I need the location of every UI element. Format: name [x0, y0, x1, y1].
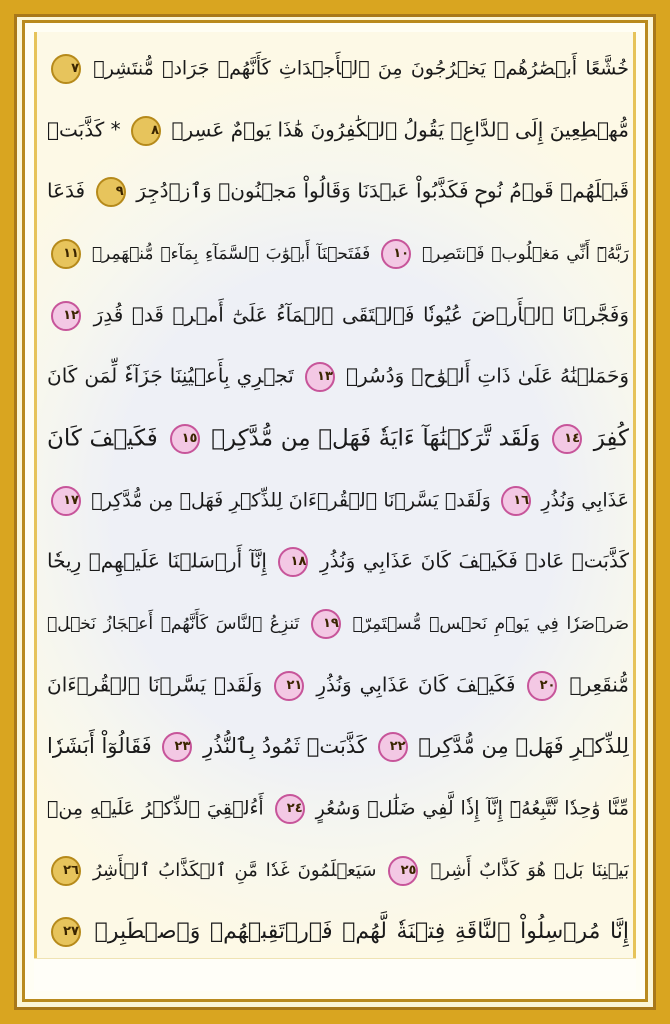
- verse-text: * كَذَّبَتۡ: [47, 117, 121, 142]
- text-line-content: [47, 917, 629, 947]
- verse-number-marker: ١٧: [51, 486, 81, 516]
- verse-number-marker: ١٥: [170, 424, 200, 454]
- verse-text: تَجۡرِي بِأَعۡيُنِنَا جَزَآءٗ لِّمَن كَانَ: [47, 363, 294, 388]
- verse-text: رَبَّهُۥٓ أَنِّي مَغۡلُوبٞ فَٱنتَصِرۡ: [421, 243, 629, 264]
- verse-text: فَكَيۡفَ كَانَ عَذَابِي وَنُذُرِ: [316, 672, 516, 697]
- verse-number-marker: ١١: [51, 239, 81, 269]
- verse-text: وَحَمَلۡنَٰهُ عَلَىٰ ذَاتِ أَلۡوَٰحٖ وَدُسُرٖ: [345, 363, 629, 388]
- text-line-content: [47, 794, 629, 824]
- verse-number-marker: ١٩: [311, 609, 341, 639]
- text-line-content: [47, 424, 629, 454]
- text-line-content: [47, 732, 629, 762]
- text-line-content: [47, 54, 629, 84]
- page-bottom-margin: [34, 958, 636, 991]
- mushaf-page: [34, 32, 636, 990]
- verse-text: فَدَعَا: [47, 178, 86, 203]
- text-line: [47, 285, 629, 347]
- verse-text: مُّنقَعِرٖ: [569, 672, 629, 697]
- verse-text: عَذَابِي وَنُذُرِ: [541, 489, 629, 512]
- verse-text: فَكَيۡفَ كَانَ: [47, 425, 158, 452]
- text-line: [47, 161, 629, 223]
- text-line: [47, 100, 629, 162]
- verse-number-marker: ٢٣: [162, 732, 192, 762]
- text-line: [47, 223, 629, 285]
- verse-text: كَذَّبَتۡ عَادٞ فَكَيۡفَ كَانَ عَذَابِي وَنُذُرِ: [319, 548, 629, 573]
- verse-number-marker: ٨: [131, 116, 161, 146]
- text-line-content: [47, 116, 629, 146]
- verse-number-marker: ٩: [96, 177, 126, 207]
- verse-text: لِلذِّكۡرِ فَهَلۡ مِن مُّدَّكِرٖ: [418, 734, 629, 759]
- verse-text: مُّهۡطِعِينَ إِلَى ٱلدَّاعِۖ يَقُولُ ٱلۡكَٰفِرُونَ هَٰذَا يَوۡمٌ عَسِرٞ: [171, 117, 629, 142]
- text-line: [47, 655, 629, 717]
- text-line-content: [47, 609, 629, 639]
- verse-number-marker: ١٠: [381, 239, 411, 269]
- text-line: [47, 717, 629, 779]
- text-line-content: [47, 486, 629, 516]
- text-line-content: [47, 671, 629, 701]
- verse-text: إِنَّآ أَرۡسَلۡنَا عَلَيۡهِمۡ رِيحٗا: [47, 548, 267, 573]
- verse-text: سَيَعۡلَمُونَ غَدٗا مَّنِ ٱلۡكَذَّابُ ٱلۡأَشِرُ: [92, 859, 377, 881]
- text-line-content: [47, 856, 629, 886]
- verse-lines: [47, 38, 629, 963]
- verse-text: قَبۡلَهُمۡ قَوۡمُ نُوحٖ فَكَذَّبُواْ عَبۡدَنَا وَقَالُواْ مَجۡنُونٞ وَٱزۡدُجِرَ: [136, 178, 629, 203]
- verse-text: خُشَّعًا أَبۡصَٰرُهُمۡ يَخۡرُجُونَ مِنَ ٱلۡأَجۡدَاثِ كَأَنَّهُمۡ جَرَادٞ مُّنتَشِرٞ: [93, 57, 629, 80]
- verse-text: وَلَقَد تَّرَكۡنَٰهَآ ءَايَةٗ فَهَلۡ مِن مُّدَّكِرٖ: [211, 425, 541, 452]
- verse-text: أَءُلۡقِيَ ٱلذِّكۡرُ عَلَيۡهِ مِنۢ: [47, 797, 264, 820]
- text-line-content: [47, 177, 629, 207]
- text-line-content: [47, 362, 629, 392]
- verse-number-marker: ٢٤: [275, 794, 305, 824]
- verse-number-marker: ١٦: [501, 486, 531, 516]
- verse-text: بَيۡنِنَا بَلۡ هُوَ كَذَّابٌ أَشِرٞ: [430, 859, 629, 881]
- verse-number-marker: ١٤: [552, 424, 582, 454]
- verse-number-marker: ٧: [51, 54, 81, 84]
- verse-text: إِنَّا مُرۡسِلُواْ ٱلنَّاقَةِ فِتۡنَةٗ لَّهُمۡ فَٱرۡتَقِبۡهُمۡ وَٱصۡطَبِرۡ: [94, 919, 629, 945]
- text-line: [47, 408, 629, 470]
- verse-number-marker: ٢٥: [388, 856, 418, 886]
- verse-text: فَقَالُوٓاْ أَبَشَرٗا: [47, 734, 152, 759]
- verse-number-marker: ٢٦: [51, 856, 81, 886]
- text-line-content: [47, 547, 629, 577]
- verse-text: صَرۡصَرٗا فِي يَوۡمِ نَحۡسٖ مُّسۡتَمِرّٖ: [352, 614, 629, 635]
- text-line-content: [47, 301, 629, 331]
- text-line: [47, 346, 629, 408]
- verse-text: وَلَقَدۡ يَسَّرۡنَا ٱلۡقُرۡءَانَ: [47, 672, 263, 697]
- verse-text: وَلَقَدۡ يَسَّرۡنَا ٱلۡقُرۡءَانَ لِلذِّكۡرِ فَهَلۡ مِن مُّدَّكِرٖ: [91, 489, 491, 512]
- verse-text: تَنزِعُ ٱلنَّاسَ كَأَنَّهُمۡ أَعۡجَازُ نَخۡلٖ: [47, 614, 300, 635]
- text-line: [47, 593, 629, 655]
- verse-number-marker: ٢٢: [378, 732, 408, 762]
- verse-text: وَفَجَّرۡنَا ٱلۡأَرۡضَ عُيُونٗا فَٱلۡتَقَى ٱلۡمَآءُ عَلَىٰٓ أَمۡرٖ قَدۡ قُدِرَ: [93, 302, 629, 327]
- verse-number-marker: ٢٧: [51, 917, 81, 947]
- verse-number-marker: ٢٠: [527, 671, 557, 701]
- verse-number-marker: ١٣: [305, 362, 335, 392]
- verse-text: كَذَّبَتۡ ثَمُودُ بِٱلنُّذُرِ: [203, 734, 367, 759]
- text-line: [47, 38, 629, 100]
- text-line-content: [47, 239, 629, 269]
- text-line: [47, 778, 629, 840]
- text-line: [47, 902, 629, 964]
- verse-number-marker: ٢١: [274, 671, 304, 701]
- text-line: [47, 470, 629, 532]
- verse-text: فَفَتَحۡنَآ أَبۡوَٰبَ ٱلسَّمَآءِ بِمَآءٖ مُّنۡهَمِرٖ: [91, 243, 371, 264]
- verse-text: مِّنَّا وَٰحِدٗا نَّتَّبِعُهُۥٓ إِنَّآ إِذٗا لَّفِي ضَلَٰلٖ وَسُعُرٍ: [315, 797, 629, 820]
- text-line: [47, 532, 629, 594]
- verse-text: كُفِرَ: [593, 425, 629, 452]
- text-line: [47, 840, 629, 902]
- verse-number-marker: ١٨: [278, 547, 308, 577]
- verse-number-marker: ١٢: [51, 301, 81, 331]
